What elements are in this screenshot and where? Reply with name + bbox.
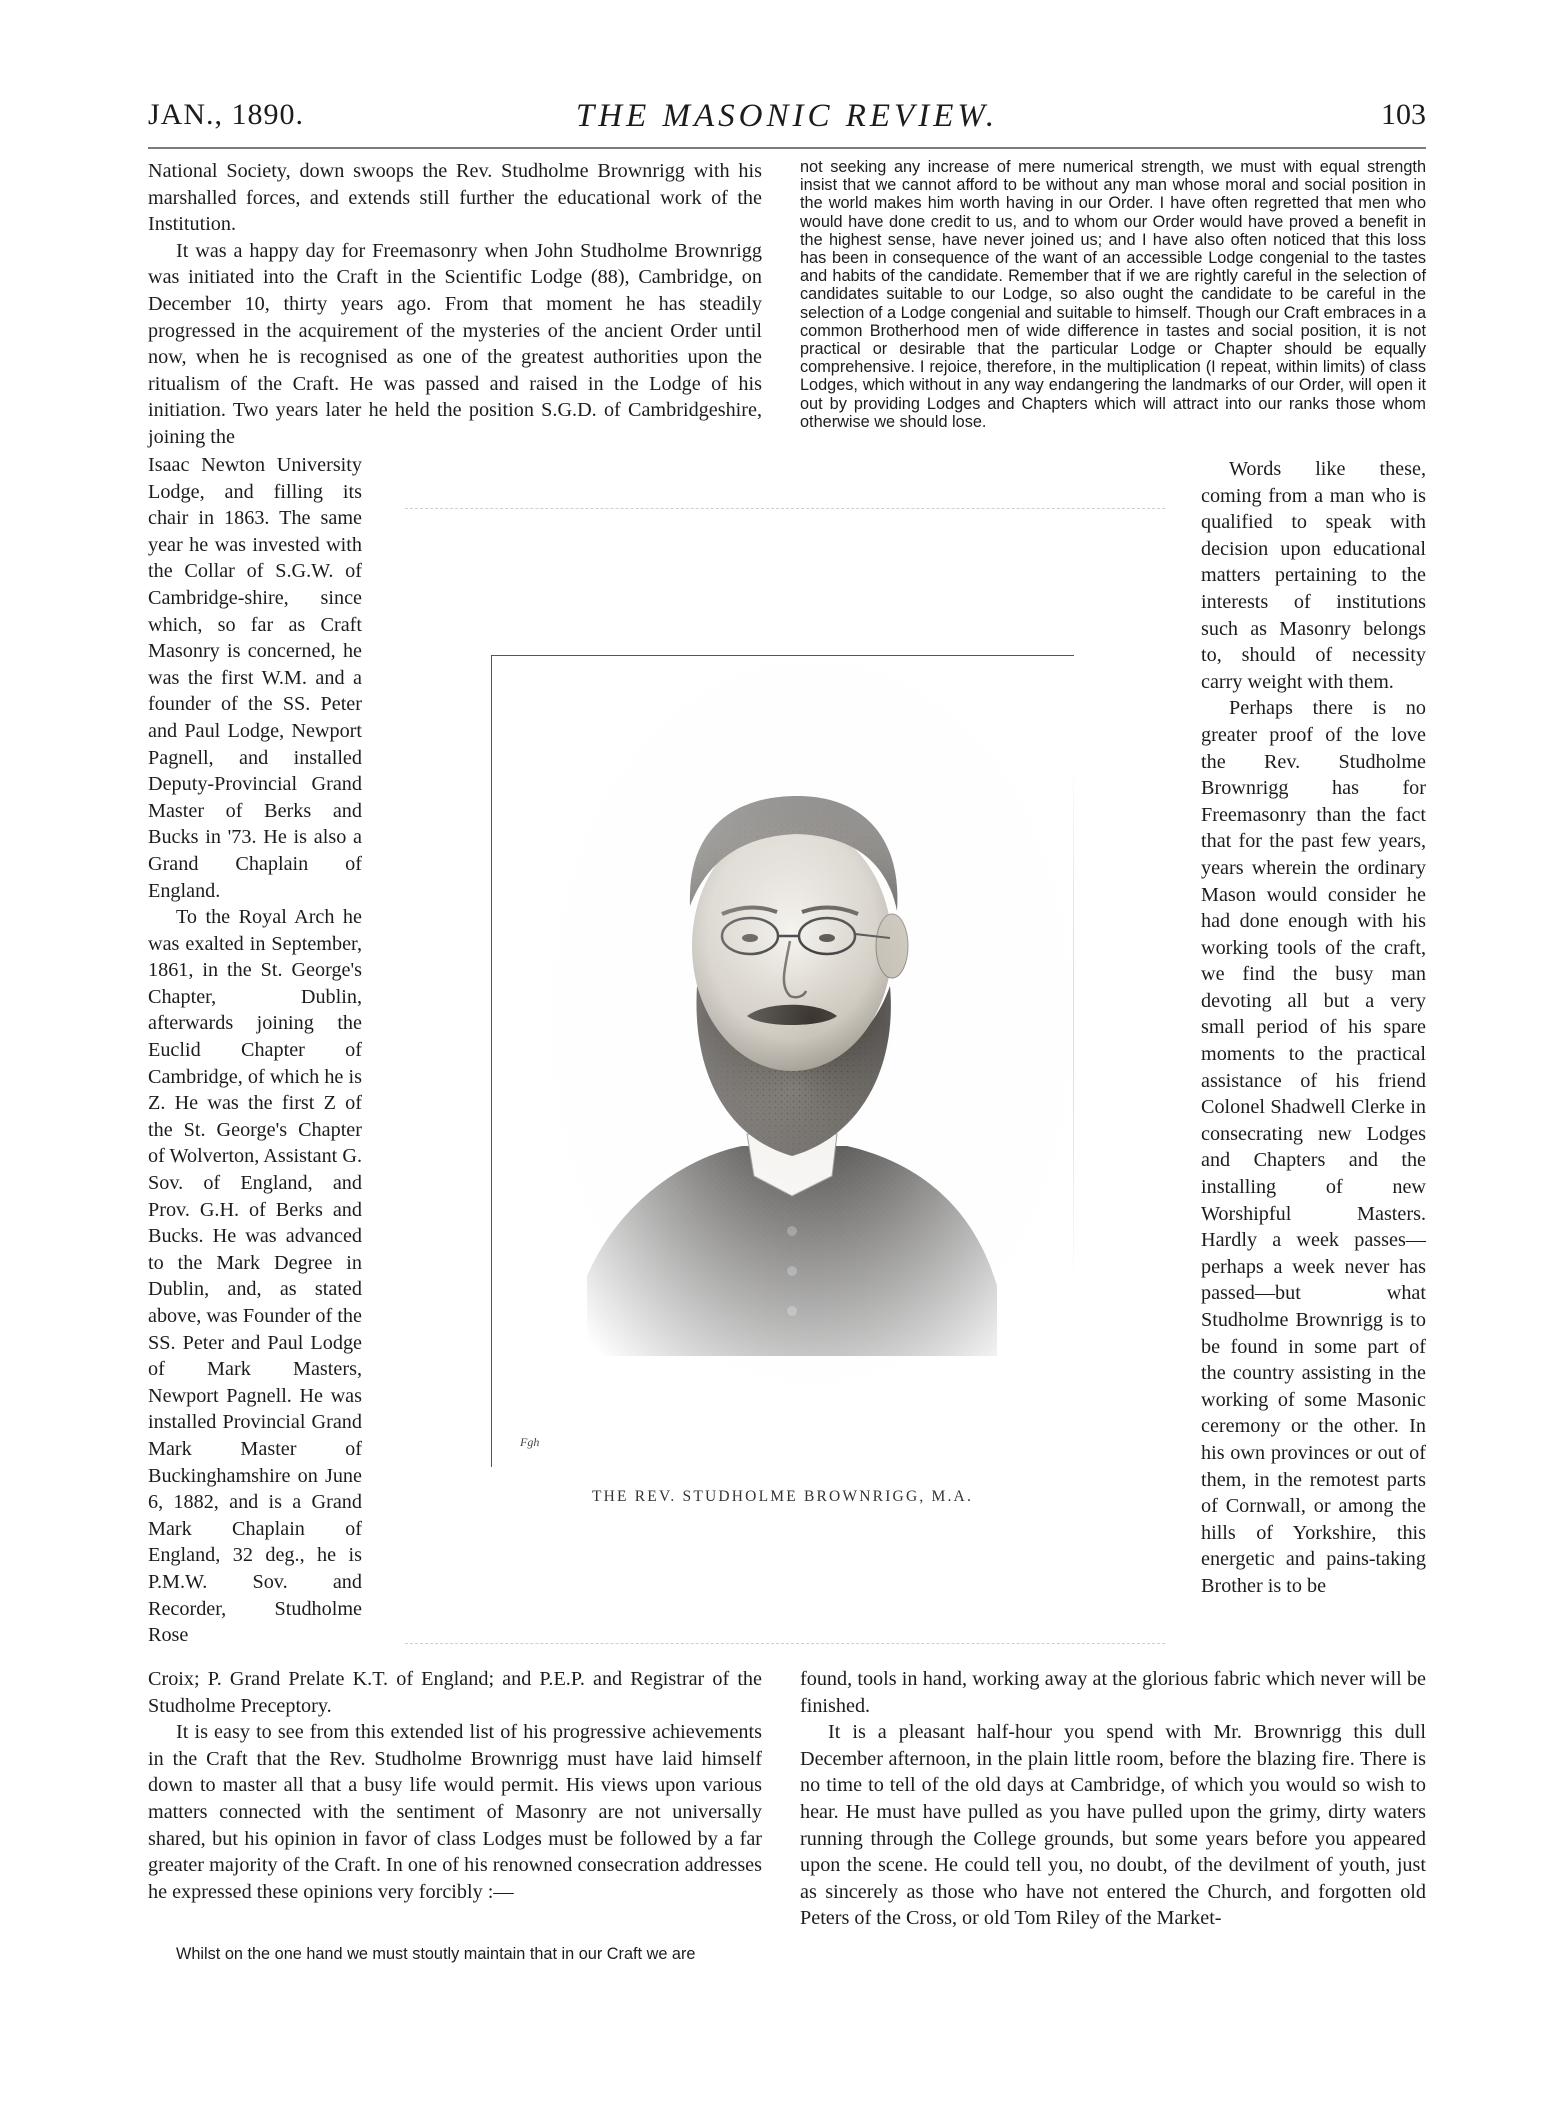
portrait-illustration <box>492 656 1075 1468</box>
right-column-bottom <box>800 1666 1426 1932</box>
quote-paragraph: not seeking any increase of mere numerical strength, we must with equal strength insist that we cannot afford to be without any man whose moral and social position in the world makes him worth having in our Order. I have often regretted that men who would have done credit to us, and to whom our Order would have proved a benefit in the highest sense, have never joined us; and I have also often noticed that this loss has been in consequence of the want of an accessible Lodge congenial to the tastes and habits of the candidate. Remember that if we are rightly careful in the selection of candidates suitable to our Lodge, so also ought the candidate to be careful in the selection of a Lodge congenial and suitable to himself. Though our Craft embraces in a common Brotherhood men of wide difference in tastes and social position, it is not practical or desirable that the particular Lodge or Chapter should be equally comprehensive. I rejoice, therefore, in the multiplication (I repeat, within limits) of class Lodges, which without in any way endangering the landmarks of our Order, will open it out by providing Lodges and Chapters which will attract into our ranks those whom otherwise we should lose. <box>800 158 1426 431</box>
plate-rule <box>405 1643 1165 1644</box>
quote-line: Whilst on the one hand we must stoutly maintain that in our Craft we are <box>176 1945 696 1963</box>
paragraph: Words like these, coming from a man who is qualified to speak with decision upon educational matters pertaining to the interests of institutions such as Masonry belongs to, should of necessity carry weight with them. <box>1201 458 1426 693</box>
left-quote-start <box>148 1945 762 1963</box>
right-narrow-column <box>1201 456 1426 1600</box>
paragraph: Isaac Newton University Lodge, and filling its chair in 1863. The same year he was invested with the Collar of S.G.W. of Cambridge-shire, since which, so far as Craft Masonry is concerned, he was the first W.M. and a founder of the SS. Peter and Paul Lodge, Newport Pagnell, and installed Deputy-Provincial Grand Master of Berks and Bucks in '73. He is also a Grand Chaplain of England. <box>148 454 362 902</box>
paragraph: To the Royal Arch he was exalted in September, 1861, in the St. George's Chapter, Dublin, afterwards joining the Euclid Chapter of Cambridge, of which he is Z. He was the first Z of the St. George's Chapter of Wolverton, Assistant G. Sov. of England, and Prov. G.H. of Berks and Bucks. He was advanced to the Mark Degree in Dublin, and, as stated above, was Founder of the SS. Peter and Paul Lodge of Mark Masters, Newport Pagnell. He was installed Provincial Grand Mark Master of Buckinghamshire on June 6, 1882, and is a Grand Mark Chaplain of England, 32 deg., he is P.M.W. Sov. and Recorder, Studholme Rose <box>148 906 362 1647</box>
left-narrow-column <box>148 452 362 1649</box>
header-date: JAN., 1890. <box>148 98 305 131</box>
left-column-top <box>148 158 762 451</box>
running-header <box>148 98 1426 142</box>
paragraph: It is easy to see from this extended list of his progressive achievements in the Craft that the Rev. Studholme Brownrigg must have laid himself down to master all that a busy life would permit. His views upon various matters connected with the sentiment of Masonry are not universally shared, but his opinion in favor of class Lodges must be followed by a far greater majority of the Craft. In one of his renowned consecration addresses he expressed these opinions very forcibly :— <box>148 1721 762 1903</box>
plate-rule <box>405 508 1165 509</box>
paragraph: Croix; P. Grand Prelate K.T. of England; and P.E.P. and Registrar of the Studholme Preceptory. <box>148 1668 762 1717</box>
engraver-mark: Fgh <box>520 1435 540 1449</box>
header-rule <box>148 147 1426 149</box>
right-quote <box>800 158 1426 431</box>
journal-title: THE MASONIC REVIEW. <box>575 98 999 134</box>
paragraph: Perhaps there is no greater proof of the love the Rev. Studholme Brownrigg has for Freemasonry than the fact that for the past few years, years wherein the ordinary Mason would consider he had done enough with his working tools of the craft, we find the busy man devoting all but a very small period of his spare moments to the practical assistance of his friend Colonel Shadwell Clerke in consecrating new Lodges and Chapters and the installing of new Worshipful Masters. Hardly a week passes—perhaps a week never has passed—but what Studholme Brownrigg is to be found in some part of the country assisting in the working of some Masonic ceremony or the other. In his own provinces or out of them, in the remotest parts of Cornwall, or among the hills of Yorkshire, this energetic and pains-taking Brother is to be <box>1201 697 1426 1597</box>
left-column-bottom <box>148 1666 762 1905</box>
paragraph: It is a pleasant half-hour you spend with Mr. Brownrigg this dull December afternoon, in the plain little room, before the blazing fire. There is no time to tell of the old days at Cambridge, of which you would so wish to hear. He must have pulled as you have pulled upon the grimy, dirty waters running through the College grounds, but some years before you appeared upon the scene. He could tell you, no doubt, of the devilment of youth, just as sincerely as those who have not entered the Church, and forgotten old Peters of the Cross, or old Tom Riley of the Market- <box>800 1721 1426 1930</box>
paragraph: It was a happy day for Freemasonry when John Studholme Brownrigg was initiated into the Craft in the Scientific Lodge (88), Cambridge, on December 10, thirty years ago. From that moment he has steadily progressed in the acquirement of the mysteries of the ancient Order until now, when he is recognised as one of the greatest authorities upon the ritualism of the Craft. He was passed and raised in the Lodge of his initiation. Two years later he held the position S.G.D. of Cambridgeshire, joining the <box>148 239 762 448</box>
portrait-caption: THE REV. STUDHOLME BROWNRIGG, M.A. <box>591 1488 974 1505</box>
page-number: 103 <box>1381 98 1426 131</box>
paragraph: National Society, down swoops the Rev. Studholme Brownrigg with his marshalled forces, and extends still further the educational work of the Institution. <box>148 160 762 236</box>
paragraph: found, tools in hand, working away at the glorious fabric which never will be finished. <box>800 1668 1426 1717</box>
portrait-engraving <box>491 655 1074 1467</box>
